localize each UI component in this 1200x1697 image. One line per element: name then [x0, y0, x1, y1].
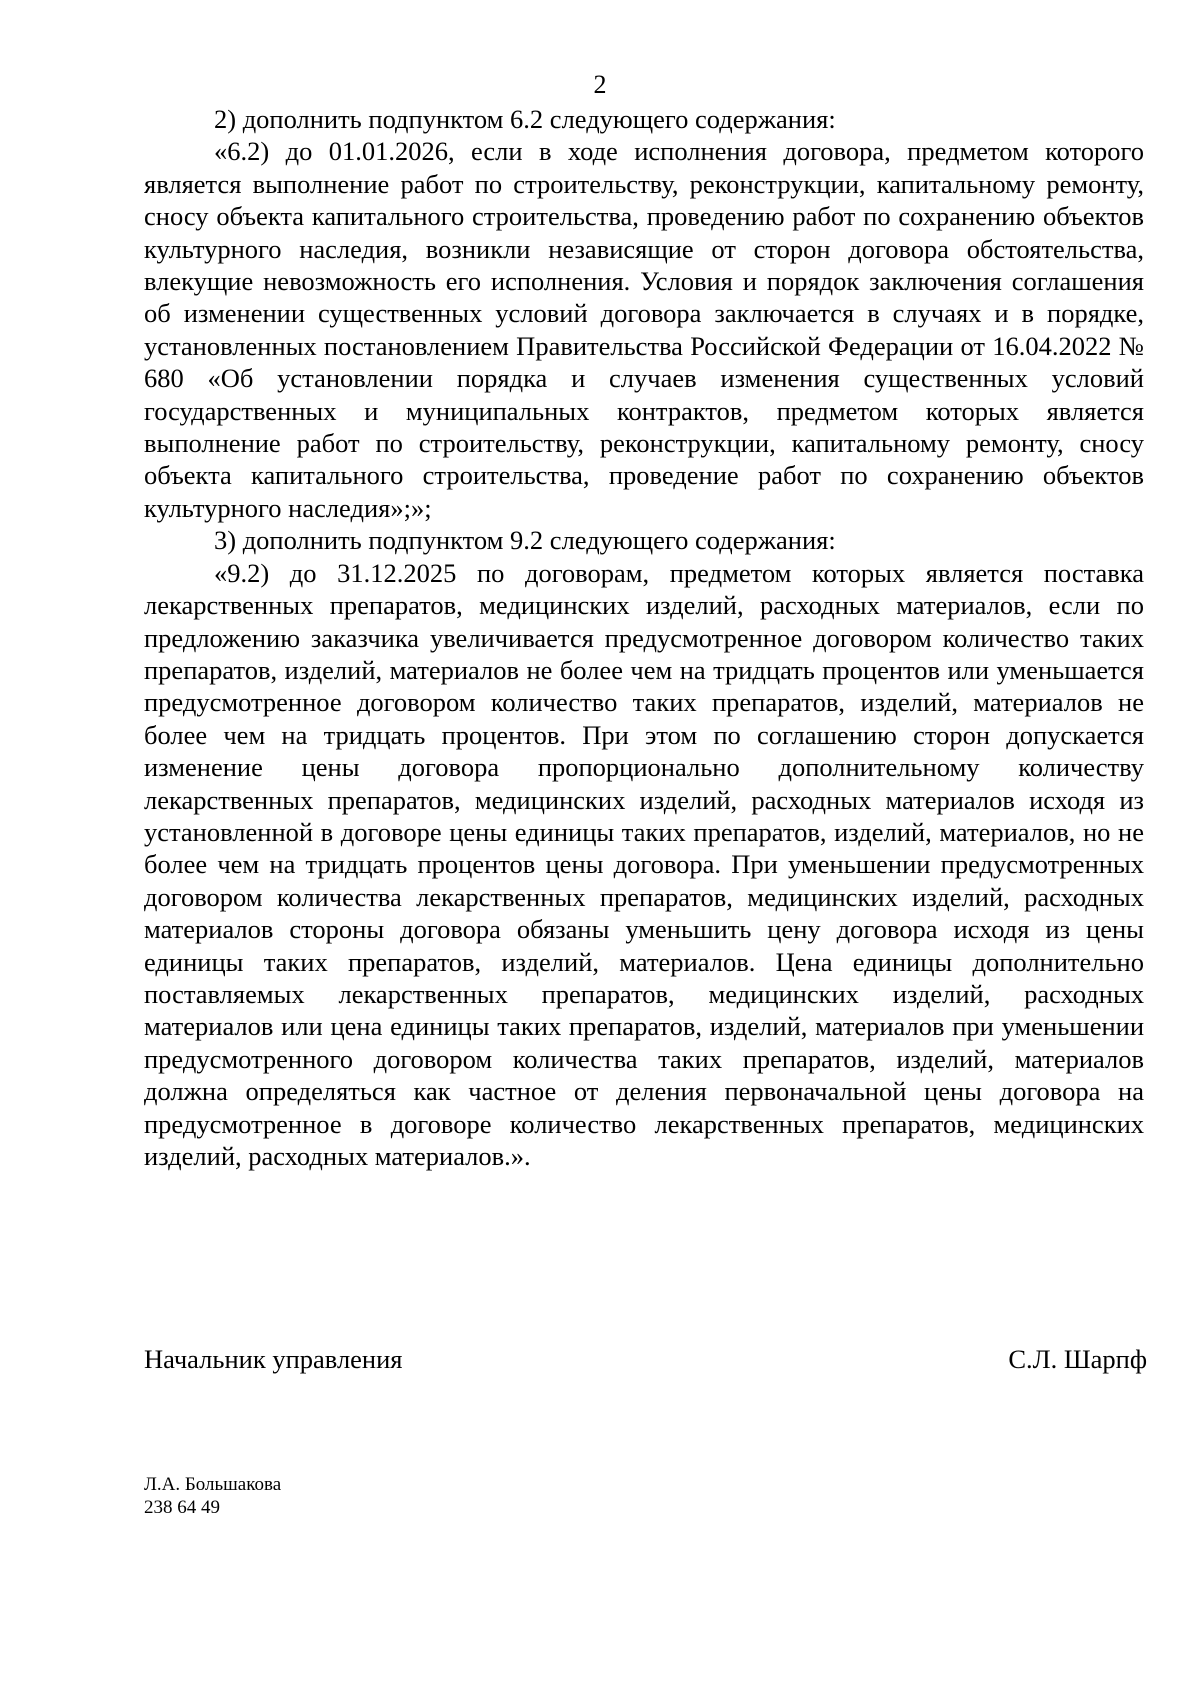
signer-position: Начальник управления — [144, 1344, 403, 1374]
paragraph-subitem-6-2: «6.2) до 01.01.2026, если в ходе исполнения договора, предметом которого является выполнение работ по строительству, реконструкции, капитальному ремонту, сносу объекта капитального строительства, проведению работ по сохранению объектов культурного наследия, возникли независящие от сторон договора обстоятельства, влекущие невозможность его исполнения. Условия и порядок заключения соглашения об изменении существенных условий договора заключается в случаях и в порядке, установленных постановлением Правительства Российской Федерации от 16.04.2022 № 680 «Об установлении порядка и случаев изменения существенных условий государственных и муниципальных контрактов, предметом которых является выполнение работ по строительству, реконструкции, капитальному ремонту, сносу объекта капитального строительства, проведение работ по сохранению объектов культурного наследия»;»; — [144, 136, 1144, 523]
signer-name: С.Л. Шарпф — [1008, 1344, 1147, 1374]
signature-block — [144, 1343, 1147, 1375]
document-body — [144, 103, 1144, 1172]
page-number: 2 — [593, 70, 607, 99]
executor-block — [144, 1473, 281, 1519]
executor-phone: 238 64 49 — [144, 1497, 220, 1518]
paragraph-item-3: 3) дополнить подпунктом 9.2 следующего содержания: — [214, 525, 836, 556]
executor-name: Л.А. Большакова — [144, 1474, 282, 1495]
paragraph-item-2: 2) дополнить подпунктом 6.2 следующего содержания: — [214, 104, 836, 134]
paragraph-subitem-9-2: «9.2) до 31.12.2025 по договорам, предметом которых является поставка лекарственных препаратов, медицинских изделий, расходных материалов, если по предложению заказчика увеличивается предусмотренное договором количество таких препаратов, изделий, материалов не более чем на тридцать процентов или уменьшается предусмотренное договором количество таких препаратов, изделий, материалов не более чем на тридцать процентов. При этом по соглашению сторон допускается изменение цены договора пропорционально дополнительному количеству лекарственных препаратов, медицинских изделий, расходных материалов исходя из установленной в договоре цены единицы таких препаратов, изделий, материалов, но не более чем на тридцать процентов цены договора. При уменьшении предусмотренных договором количества лекарственных препаратов, медицинских изделий, расходных материалов стороны договора обязаны уменьшить цену договора исходя из цены единицы таких препаратов, изделий, материалов. Цена единицы дополнительно поставляемых лекарственных препаратов, медицинских изделий, расходных материалов или цена единицы таких препаратов, изделий, материалов при уменьшении предусмотренного договором количества таких препаратов, изделий, материалов должна определяться как частное от деления первоначальной цены договора на предусмотренное в договоре количество лекарственных препаратов, медицинских изделий, расходных материалов.». — [144, 557, 1144, 1171]
